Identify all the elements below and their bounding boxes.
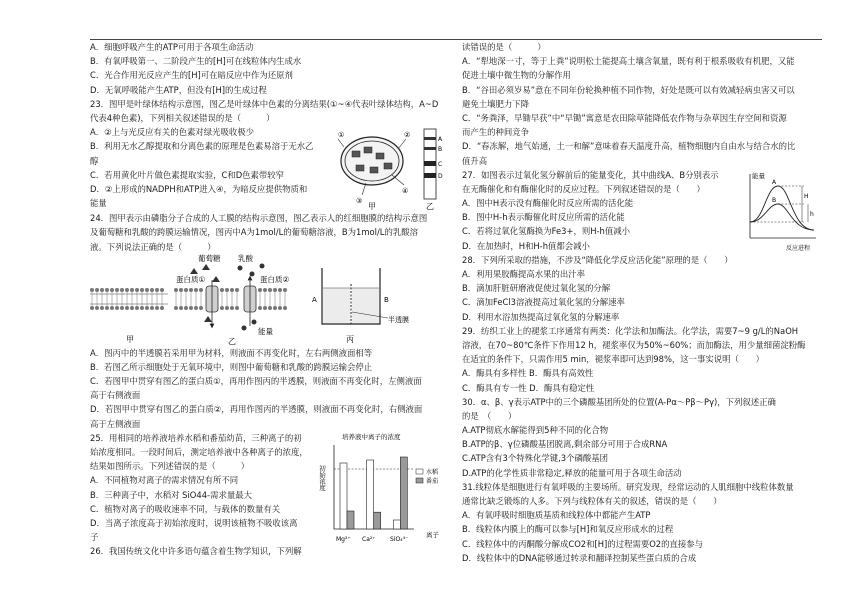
q25-stem-line3: 结果如图所示。下列述错误的是（ ） [90,461,250,472]
legend-rice: 水稻 [426,468,439,476]
label-protein-2: 蛋白质② [260,274,290,284]
q31-option-c: C．线粒体中的丙酮酸分解成CO2和[H]的过程需要O2的直接参与 [462,538,703,549]
q24-option-c-cont: 高于右侧液面 [90,390,141,401]
bar-tomato-1 [374,512,381,529]
q24-figure [90,254,446,346]
q26-option-d: D．“春冻解，地气始通，土一和解”意味着春天温度升高，植物细胞内自由水与结合水的比 [462,141,796,152]
q29-options-cd: C．酶具有专一性 D．酶具有稳定性 [462,382,595,393]
band-b: B [438,146,443,154]
q30-stem-line2: 的是 （ ） [462,410,517,421]
q30-option-a: A.ATP彻底水解能得到5种不同的化合物 [462,425,609,436]
q29-stem-line3: 在适宜的条件下，只需作用5 min，褪浆率即可达到98%，这一事实说明（ ） [462,354,765,365]
bar-rice-2 [393,520,400,529]
q28-option-d: D．利用水浴加热提高过氧化氢的分解速率 [462,311,620,322]
q27-figure [742,168,822,253]
q26-option-b-cont: 避免土壤肥力下降 [462,98,529,109]
q26-stem: 26．我国传统文化中许多语句蕴含着生物学知识，下列解 [90,546,302,557]
lipid-bilayer-jia [90,288,164,310]
label-reaction-progress: 反应进程 [786,244,811,252]
q23-block [90,125,446,211]
chart-cat-ca: Ca²⁺ [362,535,376,543]
q31-option-d: D．线粒体中的DNA能够通过转录和翻译控制某些蛋白质的合成 [462,552,697,563]
q26-option-b: B．“谷田必须岁易”意在不同年份轮换种植不同作物，好处是既可以有效减轻病虫害又可以 [462,84,795,95]
q28-option-a: A．利用果胶酶提高水果的出汁率 [462,269,585,279]
q27-stem-line1: 27．如图表示过氧化氢分解前后的能量变化，其中曲线A、B分别表示 [462,169,719,180]
q23-option-d-cont: 能量 [90,198,107,209]
label-yi: 乙 [228,336,236,346]
q22-option-d: D．无氧呼吸能产生ATP，但没有[H]的生成过程 [90,84,267,95]
activation-energy-diagram [742,168,822,253]
q27-option-c: C．若将过氧化氢酶换为Fe3+，则H-h值减小 [462,226,630,237]
membrane-diagram [90,254,446,346]
legend-swatch-rice [416,469,423,474]
q28-stem: 28．下列所采取的措施，不涉及“降低化学反应活化能”原理的是（ ） [462,254,733,265]
lipid-bilayer-yi [174,288,287,310]
chart-ylabel: 初始浓度 [318,464,326,491]
label-glucose: 葡萄糖 [198,253,221,263]
label-energy: 能量 [752,171,765,180]
mark-3: ③ [356,197,363,206]
q23-stem-line1: 23．图甲是叶绿体结构示意图，图乙是叶绿体中色素的分离结果(①~④代表叶绿体结构，A~D [90,98,439,109]
q24-stem-line1: 24．图甲表示由磷脂分子合成的人工膜的结构示意图，图乙表示人的红细胞膜的结构示意图 [90,213,428,224]
q24-stem-line3: 液。下列说法正确的是（ ） [90,241,216,252]
label-yi: 乙 [426,202,434,212]
q24-option-c: C．若图甲中贯穿有图乙的蛋白质①，再用作图丙的半透膜，则液面不再变化时，左侧液面 [90,376,422,387]
q24-stem-line2: 及葡萄糖和乳酸的跨膜运输情况，图丙中A为1mol/L的葡萄糖溶液，B为1mol/L的乳酸溶 [90,227,418,238]
q31-option-a: A．有氧呼吸时细胞质基质和线粒体中都能产生ATP [462,510,651,521]
label-semipermeable: 半透膜 [388,315,409,324]
q29-stem-line2: 溶液，在70~80℃条件下作用12 h，褪浆率仅为50%~60%；而加酶法，用少量细菌淀粉酶 [462,339,806,350]
bar-rice-1 [367,460,374,529]
q30-stem-line1: 30．α、β、γ表示ATP中的三个磷酸基团所处的位置(A-Pα～Pβ～Pγ)，下列叙述正确 [462,396,776,407]
q22-option-a: A．细胞呼吸产生的ATP可用于各项生命活动 [90,42,254,52]
q28-option-c: C．滴加FeCl3溶液提高过氧化氢的分解速率 [462,297,625,308]
label-protein-1: 蛋白质① [176,274,206,284]
q25-option-d-cont: 子 [90,532,99,543]
curve-b-label: B [772,196,777,204]
label-h: h [810,210,814,218]
q27-option-a: A．图中H表示没有酶催化时反应所需的活化能 [462,198,634,209]
q27-stem-line2: 在无酶催化和有酶催化时的反应过程。下列叙述错误的是（ ） [462,183,705,194]
q24-option-b: B．若图乙所示细胞处于无氧环境中，则图中葡萄糖和乳酸的跨膜运输会停止 [90,361,373,372]
label-solution-b: B [384,295,389,304]
q25-option-a: A．不同植物对离子的需求情况有所不同 [90,475,239,486]
chart-xlabel: 离子 [426,530,439,539]
q26-option-d-cont: 值升高 [462,155,488,166]
q30-option-c: C.ATP含有3个特殊化学键,3个磷酸基团 [462,453,608,464]
q23-options [90,125,338,211]
q28-option-b: B．滴加肝脏研磨液促使过氧化氢的分解 [462,283,611,294]
q30-option-d: D.ATP的化学性质非常稳定,释放的能量可用于各项生命活动 [462,467,682,478]
q23-option-a: A．②上与光反应有关的色素对绿光吸收极少 [90,127,254,138]
chloroplast-diagram [338,125,446,211]
q25-option-d: D．当离子浓度高于初始浓度时，说明该植物不吸收该离 [90,517,298,528]
q31-stem-line2: 通常比缺乏锻炼的人多。下列与线粒体有关的叙述，错误的是（ ） [462,496,722,506]
q23-option-d: D．②上形成的NADPH和ATP进入④，为暗反应提供物质和 [90,183,308,194]
label-lactate: 乳酸 [238,253,253,263]
bar-tomato-2 [400,457,407,529]
q22-option-b: B．有氧呼吸第一、二阶段产生的[H]可在线粒体内生成水 [90,56,302,67]
q31-stem-line1: 31.线粒体是细胞进行有氧呼吸的主要场所。研究发现，经常运动的人肌细胞中线粒体数量 [462,481,794,492]
left-column [90,40,446,559]
q25-option-b: B．三种离子中，水稻对 SiO44-需求量最大 [90,489,252,500]
mark-4: ④ [402,187,409,196]
q30-option-b: B.ATP的β、γ位磷酸基团脱离,剩余部分可用于合成RNA [462,439,668,450]
mark-2: ② [404,131,411,140]
label-solution-a: A [312,295,317,304]
ion-concentration-chart [318,431,446,543]
q25-chart [318,431,446,543]
chart-cat-sio4: SiO₄⁴⁻ [390,535,409,543]
q24-option-d: D．若图甲中贯穿有图乙的蛋白质②，再用作图丙的半透膜，则液面不再变化时，右侧液面 [90,404,423,415]
q22-option-c: C．光合作用光反应产生的[H]可在暗反应中作为还原剂 [90,70,293,81]
curve-a-label: A [772,178,777,186]
q23-option-b-cont: 醇 [90,155,99,166]
bar-rice-0 [340,463,347,529]
q27-option-b: B．图中H-h表示酶催化时反应所需的活化能 [462,212,625,223]
label-jia: 甲 [368,202,376,212]
chart-cat-mg: Mg²⁺ [336,535,351,543]
right-column [462,40,822,565]
q25-stem-line2: 始浓度相同。一段时间后，测定培养液中各种离子的浓度， [90,447,308,457]
q23-option-b: B．利用无水乙醇提取和分离色素的原理是色素易溶于无水乙 [90,141,314,152]
q26-option-c-cont: 而产生的种间竞争 [462,127,529,138]
bar-tomato-0 [347,511,354,529]
label-bing: 丙 [346,334,354,344]
q25-stem-line1: 25．用相同的培养液培养水稻和番茄幼苗，三种离子的初 [90,432,302,443]
legend-swatch-tomato [416,478,423,483]
q24-option-d-cont: 高于左侧液面 [90,418,141,429]
q25-text [90,431,322,545]
q23-stem-line2: 代表4种色素)，下列相关叙述错误的是（ ） [90,112,275,123]
band-c: C [438,161,443,169]
q26-option-c: C．“务粪泽，早锄早获”中“早锄”寓意是农田除草能降低农作物与杂草因生存空间和资源 [462,112,787,123]
q29-stem-line1: 29．纺织工业上的褪浆工序通常有两类：化学法和加酶法。化学法，需要7~9 g/L的NaOH [462,325,799,336]
label-jia: 甲 [126,334,134,344]
legend-tomato: 番茄 [426,477,439,485]
q25-block [90,431,446,545]
q26-option-a: A．“犁地深一寸，等于上粪”说明松土能提高土壤含氧量，既有利于根系吸收有机肥，又能 [462,56,795,67]
q23-option-c: C．若用黄化叶片做色素提取实验，C和D色素带较窄 [90,169,285,180]
q24-option-a: A．图丙中的半透膜若采用甲为材料，则液面不再变化时，左右两侧液面相等 [90,347,373,358]
q27-option-d: D．在加热时，H和H-h值都会减小 [462,240,590,251]
q25-option-c: C．植物对离子的吸收速率不同，与载体的数量有关 [90,503,281,514]
q31-option-b: B．线粒体内膜上的酶可以参与[H]和氧反应形成水的过程 [462,524,674,535]
q26-option-a-cont: 促进土壤中微生物的分解作用 [462,70,571,81]
band-d: D [438,173,443,181]
q27-block [462,168,822,253]
chart-title: 培养液中离子的浓度 [342,432,401,441]
band-a: A [438,136,443,144]
q23-figure [338,125,446,211]
q27-text [462,168,742,253]
label-H: H [804,192,809,200]
q29-options-ab: A．酶具有多样性 B．酶具有高效性 [462,368,594,379]
q26-stem-cont: 读错误的是（ ） [462,42,546,52]
mark-1: ① [338,131,345,140]
label-energy: 能量 [258,326,273,336]
